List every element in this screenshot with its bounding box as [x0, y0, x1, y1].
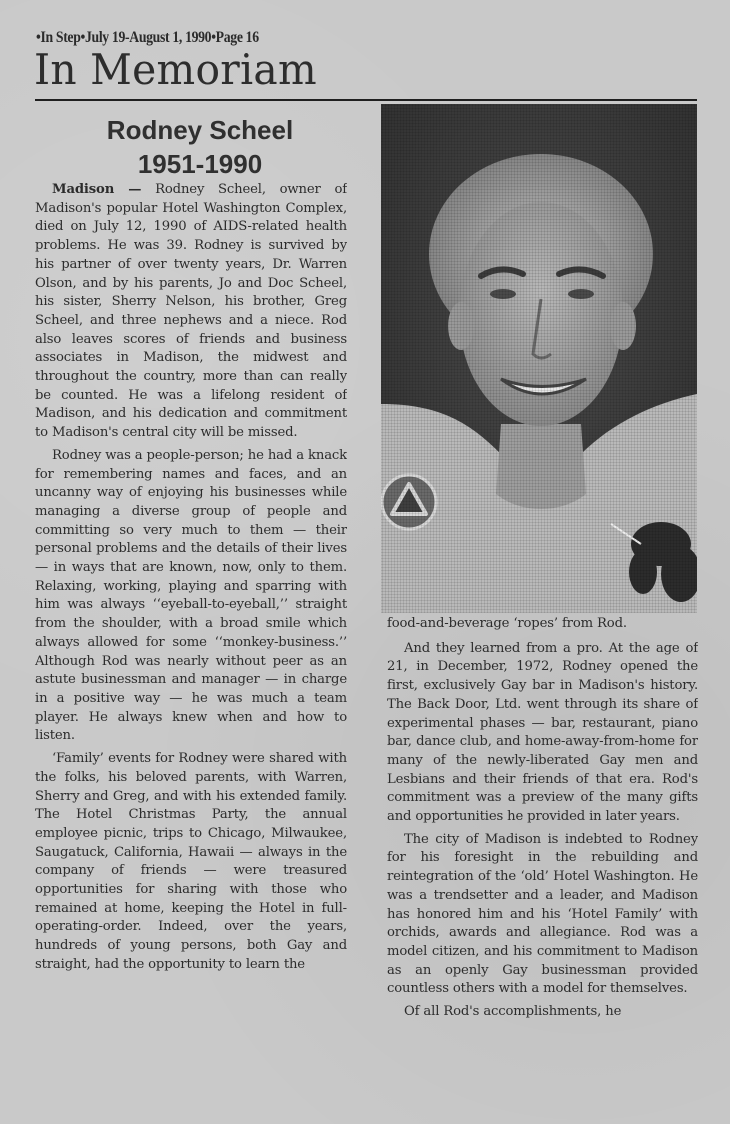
neck	[496, 424, 586, 509]
article-paragraph: ‘Family’ events for Rodney were shared with the folks, his beloved parents, with Warren, Sherry and Greg, and with his extended family. The Hotel Christmas Party, the annual employee picnic, trips to Chicago, Milwaukee, Saugatuck, California, Hawaii — always in the company of friends — were treasured opportunities for sharing with those who remained at home, keeping the Hotel in full-operating-order. Indeed, over the years, hundreds of young persons, both Gay and straight, had the opportunity to learn the	[35, 751, 347, 972]
article-column-right	[387, 615, 698, 1107]
paragraph-text: Rodney Scheel, owner of Madison's popular Hotel Washington Complex, died on July 12, 1990 of AIDS-related health problems. He was 39. Rodney is survived by his partner of over twenty years, Dr. Warren Olson, and by his parents, Jo and Doc Scheel, his sister, Sherry Nelson, his brother, Greg Scheel, and three nephews and a niece. Rod also leaves scores of friends and business associates in Madison, the midwest and throughout the country, more than can really be counted. He was a lifelong resident of Madison, and his dedication and commitment to Madison's central city will be missed.	[35, 182, 347, 441]
article-paragraph: The city of Madison is indebted to Rodney for his foresight in the rebuilding and reintegration of the ‘old’ Hotel Washington. He was a trendsetter and a leader, and Madison has honored him and his ‘Hotel Family’ with orchids, awards and allegiance. Rod was a model citizen, and his commitment to Madison as an openly Gay businessman provided countless others with a model for themselves.	[387, 831, 698, 997]
article-paragraph: Of all Rod's accomplishments, he	[404, 1004, 622, 1020]
header-rule	[35, 99, 697, 101]
portrait-illustration	[381, 104, 697, 613]
article-paragraph	[35, 181, 347, 443]
dateline: Madison —	[52, 182, 142, 197]
article-paragraph: Rodney was a people-person; he had a knack for remembering names and faces, and an uncanny way of enjoying his businesses while managing a diverse group of people and committing so very much to them — their personal problems and the details of their lives — in ways that are known, now, only to them. Relaxing, working, playing and sparring with him was always ‘‘eyeball-to-eyeball,’’ straight from the shoulder, with a broad smile which always allowed for some ‘‘monkey-business.’’ Although Rod was nearly without peer as an astute businessman and manager — in charge in a positive way — he was much a team player. He always knew when and how to listen.	[35, 447, 347, 744]
article-column-left	[35, 181, 347, 1106]
section-title: In Memoriam	[34, 45, 317, 94]
headline-years: 1951-1990	[137, 149, 263, 179]
article-paragraph: food-and-beverage ‘ropes’ from Rod.	[387, 616, 627, 631]
headline-name: Rodney Scheel	[106, 115, 294, 145]
page-folio: •In Step•July 19-August 1, 1990•Page 16	[36, 29, 259, 46]
ear-left	[448, 302, 474, 350]
triangle-pin	[382, 475, 436, 529]
ear-right	[610, 302, 636, 350]
eye-right	[568, 289, 594, 299]
portrait-photo	[381, 104, 697, 613]
eye-left	[490, 289, 516, 299]
article-paragraph: And they learned from a pro. At the age of 21, in December, 1972, Rodney opened the first, exclusively Gay bar in Madison's history. The Back Door, Ltd. went through its share of experimental phases — bar, restaurant, piano bar, dance club, and home-away-from-home for many of the newly-liberated Gay men and Lesbians and their friends of that era. Rod's commitment was a preview of the many gifts and opportunities he provided in later years.	[387, 640, 698, 825]
